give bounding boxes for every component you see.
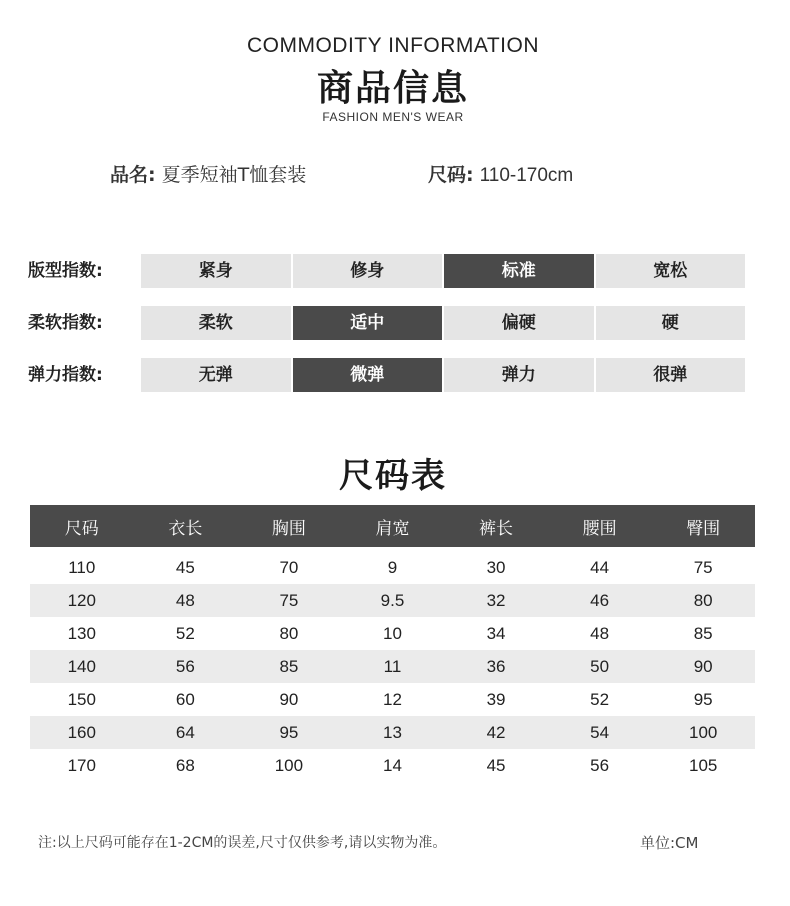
cell: 64 xyxy=(134,716,238,749)
unit-label: 单位:CM xyxy=(640,834,699,852)
table-row xyxy=(30,617,755,650)
elasticity-option: 很弹 xyxy=(596,358,746,392)
cell: 100 xyxy=(651,716,755,749)
cell: 32 xyxy=(444,584,548,617)
softness-index-label: 柔软指数: xyxy=(28,313,103,333)
table-row xyxy=(30,749,755,782)
cell: 56 xyxy=(134,650,238,683)
elasticity-index-options xyxy=(141,358,745,392)
cell: 42 xyxy=(444,716,548,749)
elasticity-option: 弹力 xyxy=(444,358,594,392)
table-row xyxy=(30,716,755,749)
cell: 80 xyxy=(651,584,755,617)
fit-option: 修身 xyxy=(293,254,443,288)
cell: 160 xyxy=(30,716,134,749)
cell: 95 xyxy=(237,716,341,749)
cell: 130 xyxy=(67,623,96,643)
softness-option: 硬 xyxy=(596,306,746,340)
cell: 90 xyxy=(279,689,299,709)
cell: 36 xyxy=(444,650,548,683)
fit-option: 紧身 xyxy=(141,254,291,288)
cell: 48 xyxy=(134,584,238,617)
cell: 70 xyxy=(279,557,299,577)
product-size-label: 尺码: xyxy=(428,164,474,186)
cell: 110 xyxy=(68,557,96,577)
cell: 60 xyxy=(175,689,195,709)
cell: 50 xyxy=(548,650,652,683)
product-name xyxy=(110,160,306,187)
cell: 75 xyxy=(237,584,341,617)
cell: 48 xyxy=(590,623,610,643)
title-en: COMMODITY INFORMATION xyxy=(246,34,540,57)
header-pants-length: 裤长 xyxy=(444,505,548,547)
elasticity-option: 微弹 xyxy=(293,358,443,392)
table-row xyxy=(30,650,755,683)
elasticity-index-row xyxy=(0,358,790,392)
size-chart-table xyxy=(30,505,755,782)
cell: 85 xyxy=(237,650,341,683)
cell: 46 xyxy=(548,584,652,617)
cell: 45 xyxy=(175,557,195,577)
header-waist: 腰围 xyxy=(548,505,652,547)
elasticity-option: 无弹 xyxy=(141,358,291,392)
fit-option: 标准 xyxy=(444,254,594,288)
header-shoulder: 肩宽 xyxy=(341,505,445,547)
size-chart-title: 尺码表 xyxy=(339,456,447,496)
size-chart-header-row xyxy=(30,505,755,547)
cell: 170 xyxy=(67,755,96,775)
cell: 85 xyxy=(693,623,713,643)
softness-option: 柔软 xyxy=(141,306,291,340)
cell: 30 xyxy=(486,557,506,577)
cell: 52 xyxy=(175,623,195,643)
cell: 9 xyxy=(387,557,398,577)
cell: 150 xyxy=(67,689,96,709)
product-name-label: 品名: xyxy=(110,164,156,186)
elasticity-index-label: 弹力指数: xyxy=(28,365,103,385)
table-row xyxy=(30,547,755,584)
cell: 10 xyxy=(383,623,402,643)
softness-index-row xyxy=(0,306,790,340)
size-disclaimer-note: 注:以上尺码可能存在1-2CM的误差,尺寸仅供参考,请以实物为准。 xyxy=(38,835,447,851)
softness-option: 适中 xyxy=(293,306,443,340)
cell: 80 xyxy=(279,623,299,643)
cell: 100 xyxy=(274,755,304,775)
subtitle: FASHION MEN'S WEAR xyxy=(322,110,464,124)
softness-index-options xyxy=(141,306,745,340)
table-row xyxy=(30,584,755,617)
product-size-range xyxy=(428,160,573,187)
header-chest: 胸围 xyxy=(237,505,341,547)
cell: 75 xyxy=(693,557,713,577)
header-length: 衣长 xyxy=(134,505,238,547)
fit-index-options xyxy=(141,254,745,288)
cell: 45 xyxy=(486,755,506,775)
cell: 56 xyxy=(590,755,610,775)
cell: 9.5 xyxy=(341,584,445,617)
cell: 140 xyxy=(30,650,134,683)
fit-index-row xyxy=(0,254,790,288)
cell: 12 xyxy=(383,689,402,709)
cell: 68 xyxy=(175,755,195,775)
cell: 52 xyxy=(590,689,610,709)
header-size: 尺码 xyxy=(30,505,134,547)
page-title: 商品信息 xyxy=(316,68,469,109)
cell: 11 xyxy=(341,650,445,683)
cell: 90 xyxy=(651,650,755,683)
cell: 34 xyxy=(486,623,506,643)
cell: 95 xyxy=(693,689,713,709)
cell: 120 xyxy=(30,584,134,617)
header-hip: 臀围 xyxy=(651,505,755,547)
cell: 39 xyxy=(486,689,506,709)
product-name-value: 夏季短袖T恤套装 xyxy=(161,164,307,186)
cell: 13 xyxy=(341,716,445,749)
cell: 105 xyxy=(689,755,718,775)
cell: 14 xyxy=(383,755,402,775)
fit-option: 宽松 xyxy=(596,254,746,288)
table-row xyxy=(30,683,755,716)
softness-option: 偏硬 xyxy=(444,306,594,340)
product-size-value: 110-170cm xyxy=(479,165,574,186)
fit-index-label: 版型指数: xyxy=(28,261,103,281)
cell: 44 xyxy=(590,557,610,577)
cell: 54 xyxy=(548,716,652,749)
